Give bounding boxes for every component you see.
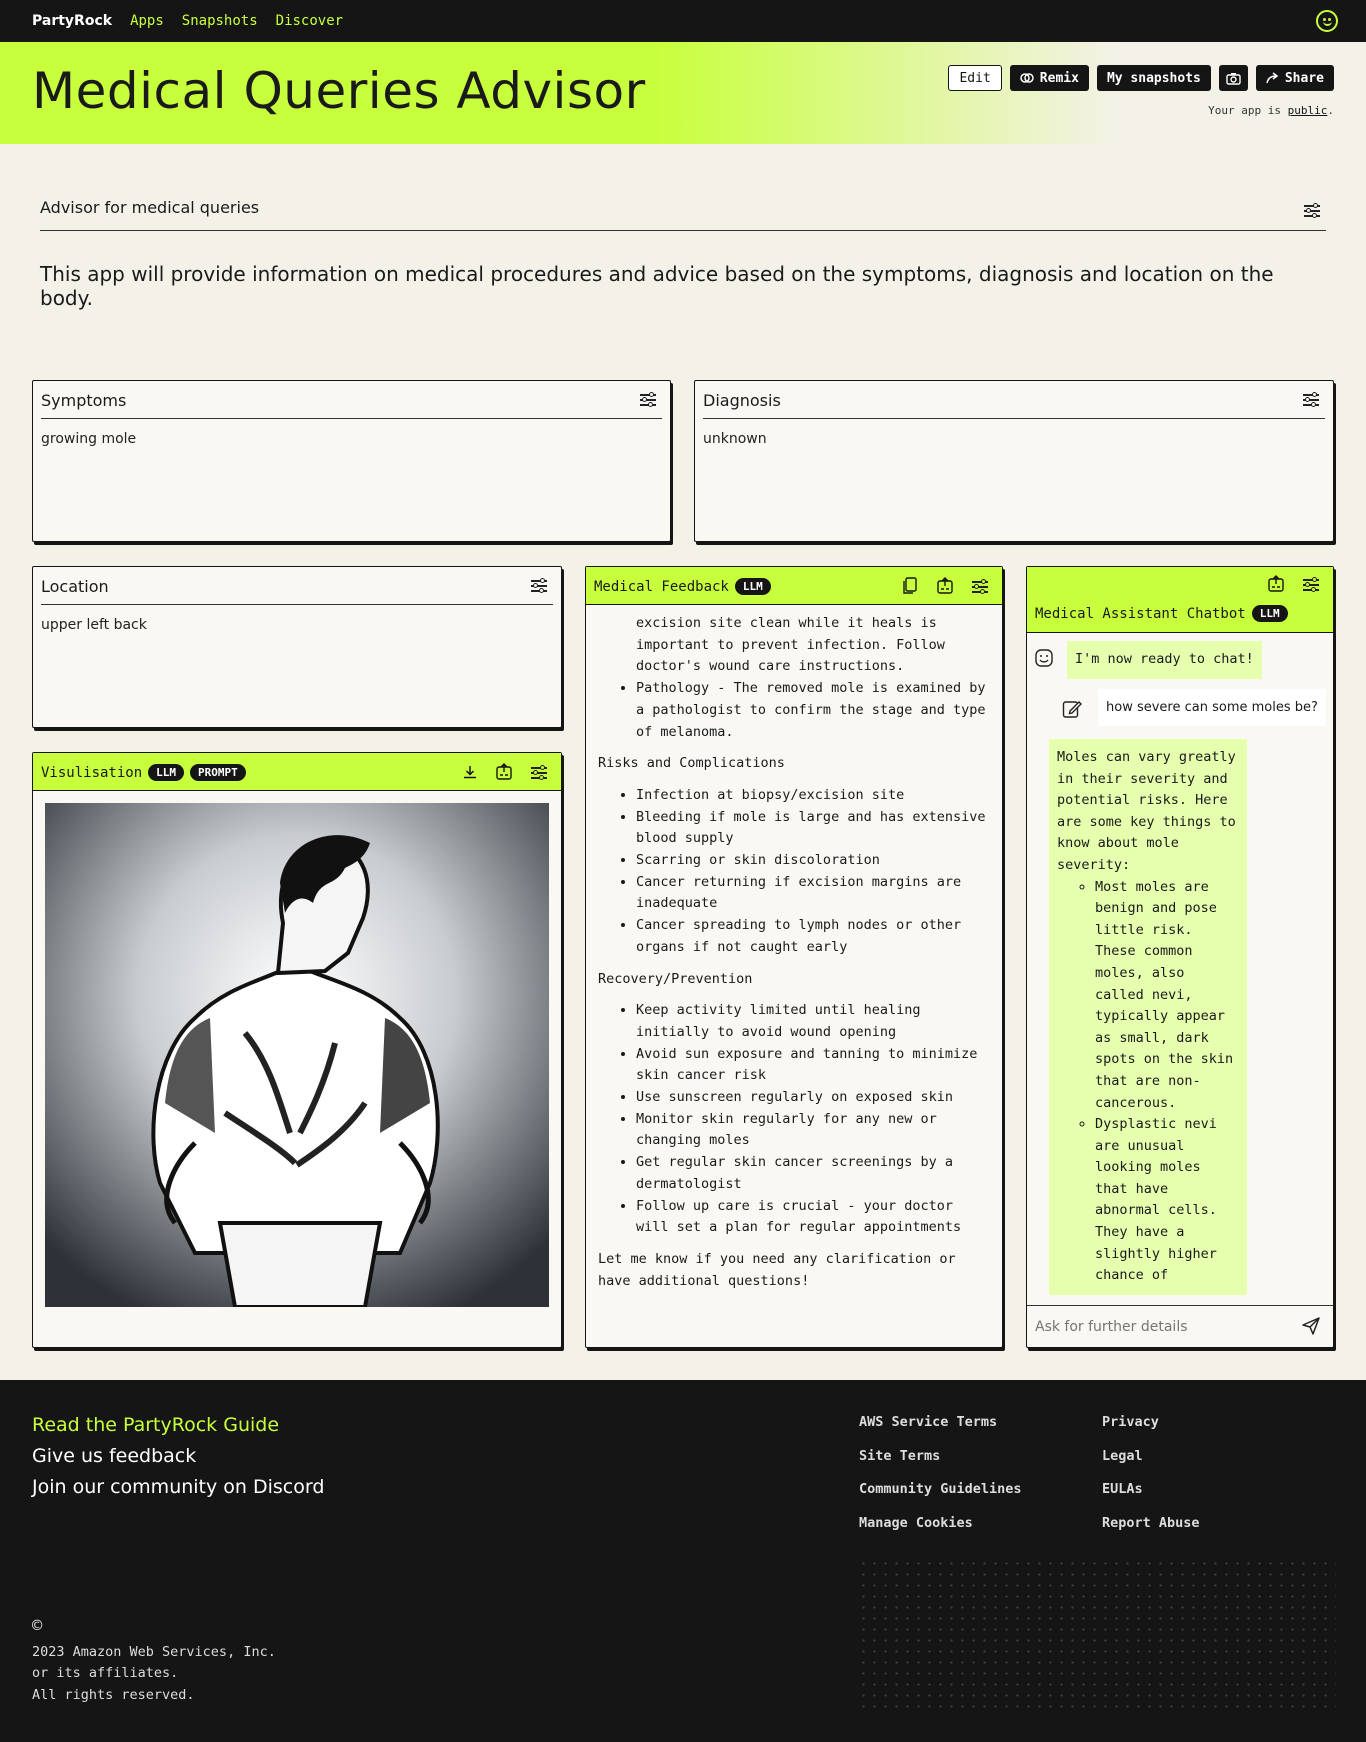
remix-button[interactable] [1010, 65, 1089, 91]
send-icon[interactable] [1301, 1316, 1321, 1336]
remix-icon [1020, 72, 1034, 84]
public-suffix: . [1327, 104, 1334, 117]
chat-input[interactable] [1035, 1316, 1285, 1338]
edit-button[interactable] [948, 65, 1001, 91]
divider [41, 418, 662, 419]
camera-icon [1226, 72, 1241, 85]
location-widget [32, 566, 562, 728]
feedback-header [586, 567, 1002, 605]
guide-link[interactable]: Read the PartyRock Guide [32, 1414, 280, 1436]
export-icon[interactable] [495, 763, 513, 781]
copy-icon[interactable] [902, 577, 918, 595]
location-label: Location [41, 577, 109, 596]
top-nav [0, 0, 1366, 42]
my-snapshots-button[interactable] [1097, 65, 1211, 91]
app-header [0, 42, 1366, 144]
generated-image [45, 803, 549, 1307]
risk-item: • Bleeding if mole is large and has extensive blood supply [636, 807, 992, 850]
visualisation-title: Visulisation [41, 765, 143, 781]
recovery-item: • Keep activity limited until healing initially to avoid wound opening [636, 1000, 992, 1043]
llm-badge: LLM [735, 578, 771, 595]
nav-apps[interactable]: Apps [130, 13, 164, 29]
risks-heading: Risks and Complications [598, 755, 785, 772]
settings-sliders-icon[interactable] [640, 393, 656, 405]
footer-link[interactable]: Site Terms [859, 1448, 941, 1464]
feedback-item: • Pathology - The removed mole is examined by a pathologist to confirm the stage and type of melanoma. [636, 678, 992, 743]
bot-message: I'm now ready to chat! [1067, 641, 1262, 679]
recovery-item: • Avoid sun exposure and tanning to minimize skin cancer risk [636, 1044, 992, 1087]
description-heading [40, 198, 1326, 231]
footer-link[interactable]: Privacy [1102, 1414, 1159, 1430]
diagnosis-label: Diagnosis [703, 391, 781, 410]
llm-badge: LLM [1252, 605, 1288, 622]
recovery-item: • Follow up care is crucial - your doctor will set a plan for regular appointments [636, 1196, 992, 1239]
settings-sliders-icon[interactable] [972, 580, 988, 592]
remix-label: Remix [1039, 70, 1079, 86]
settings-sliders-icon[interactable] [1303, 393, 1319, 405]
public-prefix: Your app is [1208, 104, 1288, 117]
settings-sliders-icon[interactable] [531, 766, 547, 778]
visualisation-widget [32, 752, 562, 1348]
recovery-item: • Get regular skin cancer screenings by a dermatologist [636, 1152, 992, 1195]
share-arrow-icon [1266, 72, 1279, 84]
llm-badge: LLM [148, 764, 184, 781]
user-message: how severe can some moles be? [1098, 689, 1326, 726]
footer [0, 1380, 1366, 1742]
risk-item: • Cancer returning if excision margins are inadequate [636, 872, 992, 915]
copyright-line: or its affiliates. [32, 1665, 179, 1682]
footer-link[interactable]: Manage Cookies [859, 1515, 973, 1531]
chatbot-widget [1026, 566, 1334, 1348]
export-icon[interactable] [1267, 575, 1285, 593]
copyright-line: All rights reserved. [32, 1686, 195, 1703]
feedback-closing: Let me know if you need any clarification or have additional questions! [598, 1250, 956, 1289]
chatbot-header [1027, 567, 1333, 633]
edit-label: Edit [959, 70, 991, 86]
location-input[interactable]: upper left back [41, 617, 147, 633]
risk-item: • Scarring or skin discoloration [636, 850, 992, 872]
chat-history[interactable] [1027, 637, 1333, 1305]
prompt-badge: PROMPT [190, 764, 246, 781]
copyright-line: 2023 Amazon Web Services, Inc. [32, 1643, 276, 1660]
share-button[interactable] [1256, 65, 1334, 91]
snapshot-camera-button[interactable] [1219, 65, 1248, 91]
bot-reply [1049, 739, 1247, 1295]
settings-sliders-icon[interactable] [531, 579, 547, 591]
user-edit-icon [1062, 699, 1082, 719]
feedback-title: Medical Feedback [594, 579, 729, 595]
risk-item: • Cancer spreading to lymph nodes or other organs if not caught early [636, 915, 992, 958]
brand-logo[interactable]: PartyRock [32, 13, 113, 29]
dot-pattern [858, 1558, 1336, 1708]
footer-link[interactable]: Community Guidelines [859, 1481, 1022, 1497]
chat-input-bar [1027, 1305, 1333, 1347]
my-snapshots-label: My snapshots [1106, 70, 1201, 86]
recovery-heading: Recovery/Prevention [598, 970, 753, 987]
footer-link[interactable]: Legal [1102, 1448, 1143, 1464]
nav-snapshots[interactable]: Snapshots [181, 13, 258, 29]
app-title: Medical Queries Advisor [32, 62, 646, 120]
divider [703, 418, 1325, 419]
copyright-symbol: © [32, 1616, 43, 1636]
export-icon[interactable] [936, 577, 954, 595]
bot-reply-item: ◦ Most moles are benign and pose little risk. These common moles, also called nevi, typically appear as small, dark spots on the skin that are non-cancerous. [1095, 877, 1239, 1115]
public-link[interactable]: public [1287, 104, 1328, 117]
diagnosis-widget [694, 380, 1334, 542]
copyright [32, 1616, 276, 1706]
description-text: This app will provide information on medical procedures and advice based on the symptoms, diagnosis and location on the body. [40, 262, 1274, 310]
risk-item: • Infection at biopsy/excision site [636, 785, 992, 807]
download-icon[interactable] [463, 765, 477, 779]
settings-sliders-icon[interactable] [1303, 578, 1319, 590]
divider [41, 604, 553, 605]
user-avatar-icon[interactable] [1316, 10, 1338, 32]
medical-feedback-widget [585, 566, 1003, 1348]
feedback-item: excision site clean while it heals is important to prevent infection. Follow doctor's wound care instructions. [636, 615, 945, 675]
bot-reply-item: ◦ Dysplastic nevi are unusual looking moles that have abnormal cells. They have a slightly higher chance of [1095, 1114, 1239, 1287]
discord-link[interactable]: Join our community on Discord [32, 1476, 325, 1498]
footer-link[interactable]: AWS Service Terms [859, 1414, 998, 1430]
feedback-output [598, 605, 992, 1339]
description-heading-text: Advisor for medical queries [40, 198, 260, 217]
bot-face-icon [1035, 649, 1053, 667]
share-label: Share [1284, 70, 1324, 86]
visualisation-header [33, 753, 561, 791]
recovery-item: • Monitor skin regularly for any new or changing moles [636, 1109, 992, 1152]
footer-link[interactable]: EULAs [1102, 1481, 1143, 1497]
symptoms-label: Symptoms [41, 391, 127, 410]
diagnosis-input[interactable]: unknown [703, 431, 767, 447]
feedback-link[interactable]: Give us feedback [32, 1445, 197, 1467]
symptoms-input[interactable]: growing mole [41, 431, 137, 447]
symptoms-widget [32, 380, 671, 542]
settings-sliders-icon[interactable] [1304, 204, 1320, 216]
chatbot-title: Medical Assistant Chatbot [1035, 606, 1246, 622]
footer-link[interactable]: Report Abuse [1102, 1515, 1200, 1531]
public-status [1208, 104, 1334, 117]
nav-discover[interactable]: Discover [275, 13, 344, 29]
bot-reply-intro: Moles can vary greatly in their severity and potential risks. Here are some key things to know about mole severity: [1057, 749, 1236, 873]
recovery-item: • Use sunscreen regularly on exposed skin [636, 1087, 992, 1109]
